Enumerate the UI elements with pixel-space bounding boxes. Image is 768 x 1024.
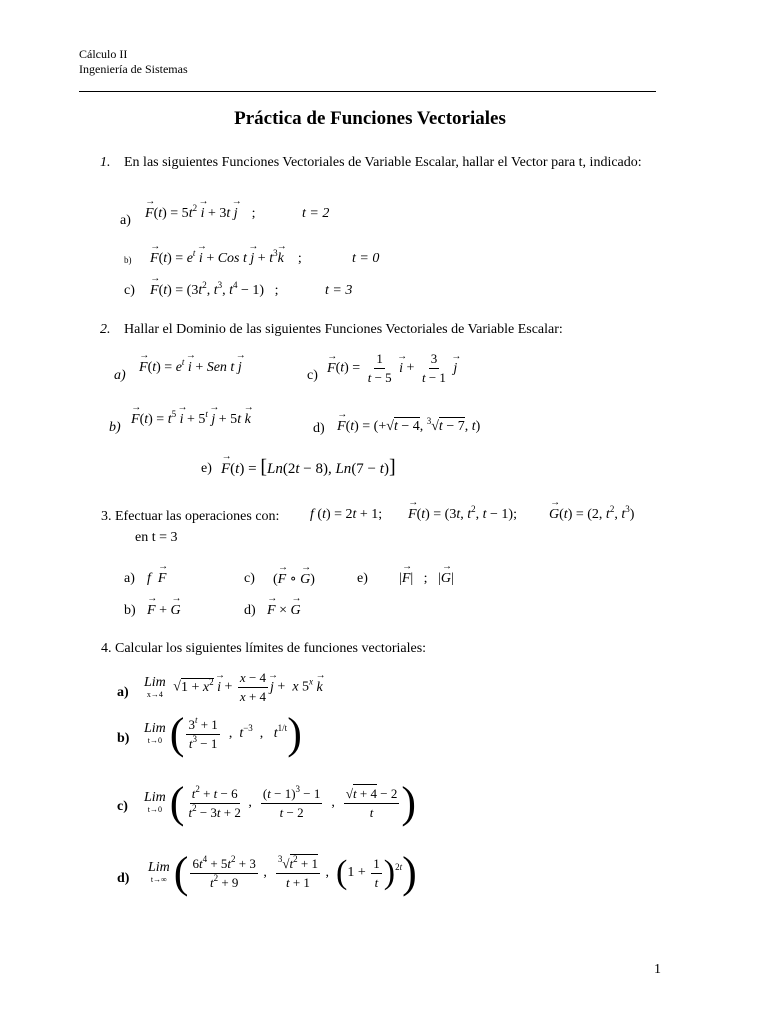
q4-c-label: c) [117, 799, 128, 814]
lim-word: Lim [144, 721, 166, 736]
q3-text: 3. Efectuar las operaciones con: [101, 509, 280, 524]
q2-b-label: b) [109, 420, 121, 435]
q1-a-formula: → $F(t) = 5t^2 \to i + 3t \to j$ ; [145, 206, 256, 222]
q3-d-label: d) [244, 603, 256, 618]
q4-c-formula: Lim t→0 ( $\frac{t^2 + t - 6}{t^2 - 3t + 2}$ , $\frac{(t - 1)^3 - 1}{t - 2}$ , $\frac{√t + 4 - 2}{t}$ ) [144, 778, 416, 827]
q3-c-label: c) [244, 571, 255, 586]
q3-c-formula: (→ F ∘ → G) [273, 571, 315, 588]
q4-a-formula: Lim x→4 $√1 + x^2 \to i$ + $\frac{x - 4}{x + 4}$ → j + x $5^x \to k$ [144, 669, 323, 706]
q4-text: 4. Calcular los siguientes límites de funciones vectoriales: [101, 641, 427, 656]
page-number: 1 [654, 962, 661, 977]
q3-b-label: b) [124, 603, 136, 618]
q4-d-label: d) [117, 871, 130, 886]
q2-text: Hallar el Dominio de las siguientes Funciones Vectoriales de Variable Escalar: [124, 322, 563, 337]
q4-d-formula: Lim t→∞ ( $\frac{6t^4 + 5t^2 + 3}{t^2 + 9}$ , $\frac{^3√t^2 + 1}{t + 1}$ , (1 + $\frac{1}{t}$ )$^{2t}$) [148, 848, 417, 897]
q3-e-label: e) [357, 571, 368, 586]
q2-e-formula: → F(t) = [Ln(2t − 8), Ln(7 − t)] [221, 456, 396, 479]
q2-d-label: d) [313, 421, 325, 436]
q2-a-formula: → $F(t) = e^t \to i$ + Sen t → j [139, 360, 242, 376]
q2-c-formula: → F(t) = $\frac{1}{t - 5}$ → i + $\frac{3}{t - 1}$ → j [327, 350, 457, 387]
q2-e-label: e) [201, 461, 212, 476]
q1-b-label: b) [124, 255, 132, 265]
q2-a-label: a) [114, 368, 126, 383]
q3-f-def: f (t) = 2t + 1; [310, 507, 383, 522]
q1-b-formula: → $F(t) = e^t \to i$ + Cos $t \to j + t^3\to k$ ; [150, 251, 302, 267]
lim-word: Lim [148, 860, 170, 875]
q1-number: 1. [100, 155, 111, 170]
lim-word: Lim [144, 674, 166, 690]
page-title: Práctica de Funciones Vectoriales [234, 108, 506, 129]
header-rule [79, 91, 656, 92]
q2-c-label: c) [307, 368, 318, 383]
q3-b-formula: → F + → G [147, 603, 181, 619]
q3-at: en t = 3 [135, 530, 178, 545]
q1-c-label: c) [124, 283, 135, 298]
q4-b-formula: Lim t→0 ( $\frac{3^t + 1}{t^3 - 1}$ , $t^{-3}$ , $t^{1/t}$) [144, 709, 302, 758]
q3-e-formula: |→ F| ; |→ G| [399, 571, 454, 587]
q3-d-formula: → F × → G [267, 603, 301, 619]
q1-b-t: t = 0 [352, 251, 380, 266]
program-name: Ingeniería de Sistemas [79, 62, 188, 76]
q1-a-label: a) [120, 213, 131, 228]
q4-b-label: b) [117, 731, 130, 746]
q1-text: En las siguientes Funciones Vectoriales de Variable Escalar, hallar el Vector para t, indicado: [124, 155, 642, 170]
q1-c-t: t = 3 [325, 283, 353, 298]
q2-d-formula: → F(t) = (+√t − 4, $^3$√t − 7, t) [337, 419, 480, 435]
q1-a-t: t = 2 [302, 206, 330, 221]
q2-b-formula: → $F(t) = t^5 \to i + 5^t \to j + 5t \to k$ [131, 412, 251, 428]
q1-c-formula: → $F(t) = (3t^2$, $t^3$, $t^4 - 1$) ; [150, 283, 278, 299]
q4-a-label: a) [117, 685, 129, 700]
q2-number: 2. [100, 322, 111, 337]
q3-a-formula: f → F [147, 571, 166, 587]
lim-word: Lim [144, 790, 166, 805]
q3-G-def: → G(t) = (2, $t^2$, $t^3$) [549, 507, 634, 523]
q3-F-def: → F(t) = (3t, $t^2$, t − 1); [408, 507, 517, 523]
q3-a-label: a) [124, 571, 135, 586]
course-name: Cálculo II [79, 47, 128, 61]
